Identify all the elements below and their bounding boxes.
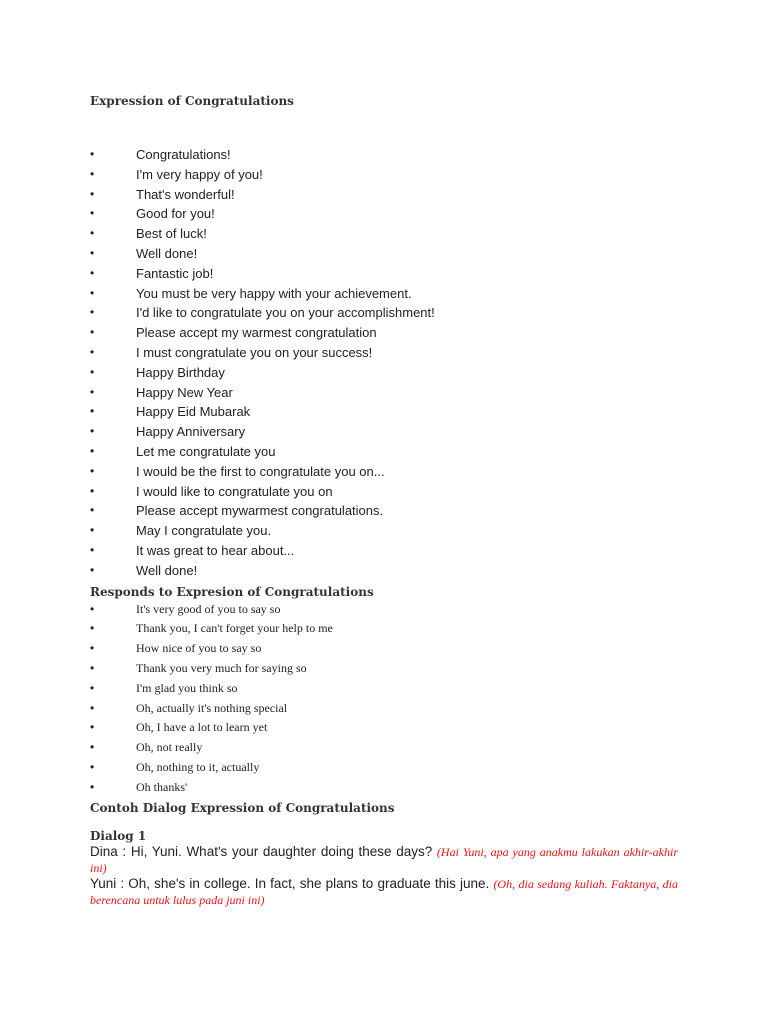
list-item: • It was great to hear about... (90, 541, 690, 561)
list-item: • Fantastic job! (90, 264, 690, 284)
list-item: • Oh, I have a lot to learn yet (90, 718, 690, 738)
dialog-label: Dialog 1 (90, 828, 147, 843)
list-item: • I'm very happy of you! (90, 165, 690, 185)
document-page (90, 94, 690, 908)
list-item: • Happy Eid Mubarak (90, 402, 690, 422)
list-item: • May I congratulate you. (90, 521, 690, 541)
dialog-translation: (Oh, dia sedang kuliah. Faktanya, dia berencana untuk lulus pada juni ini) (90, 876, 678, 907)
list-item: • Thank you, I can't forget your help to me (90, 619, 690, 639)
list-item: • Please accept my warmest congratulation (90, 323, 690, 343)
list-item: • Oh, nothing to it, actually (90, 758, 690, 778)
dialog-line-dina (90, 844, 678, 876)
list-item: • You must be very happy with your achievement. (90, 284, 690, 304)
list-item: • I would be the first to congratulate you on... (90, 462, 690, 482)
list-item: • Congratulations! (90, 145, 690, 165)
list-item: • Oh, not really (90, 738, 690, 758)
list-item: • Well done! (90, 244, 690, 264)
list-item: • How nice of you to say so (90, 639, 690, 659)
list-item: • Oh thanks' (90, 778, 690, 798)
list-item: • Happy Birthday (90, 363, 690, 383)
contoh-heading: Contoh Dialog Expression of Congratulations (90, 800, 395, 815)
list-item: • That's wonderful! (90, 185, 690, 205)
list-item: • Good for you! (90, 204, 690, 224)
responds-heading: Responds to Expresion of Congratulations (90, 584, 374, 599)
list-item: • I'd like to congratulate you on your accomplishment! (90, 303, 690, 323)
list-item: • I must congratulate you on your success! (90, 343, 690, 363)
list-item: • Happy Anniversary (90, 422, 690, 442)
list-item: • Best of luck! (90, 224, 690, 244)
list-item: • Oh, actually it's nothing special (90, 699, 690, 719)
dialog-text: Dina : Hi, Yuni. What's your daughter doing these days? (90, 843, 433, 859)
list-item: • Happy New Year (90, 383, 690, 403)
list-item: • It's very good of you to say so (90, 600, 690, 620)
list-item: • Well done! (90, 561, 690, 581)
list-item: • I would like to congratulate you on (90, 482, 690, 502)
dialog-line-yuni (90, 876, 678, 908)
page-title: Expression of Congratulations (90, 94, 294, 108)
expressions-list (90, 145, 690, 581)
list-item: • I'm glad you think so (90, 679, 690, 699)
list-item: • Let me congratulate you (90, 442, 690, 462)
dialog-translation: (Hai Yuni, apa yang anakmu lakukan akhir-akhir ini) (90, 844, 678, 875)
responds-list (90, 600, 690, 798)
list-item: • Please accept mywarmest congratulations. (90, 501, 690, 521)
list-item: • Thank you very much for saying so (90, 659, 690, 679)
dialog-text: Yuni : Oh, she's in college. In fact, she plans to graduate this june. (90, 875, 490, 891)
